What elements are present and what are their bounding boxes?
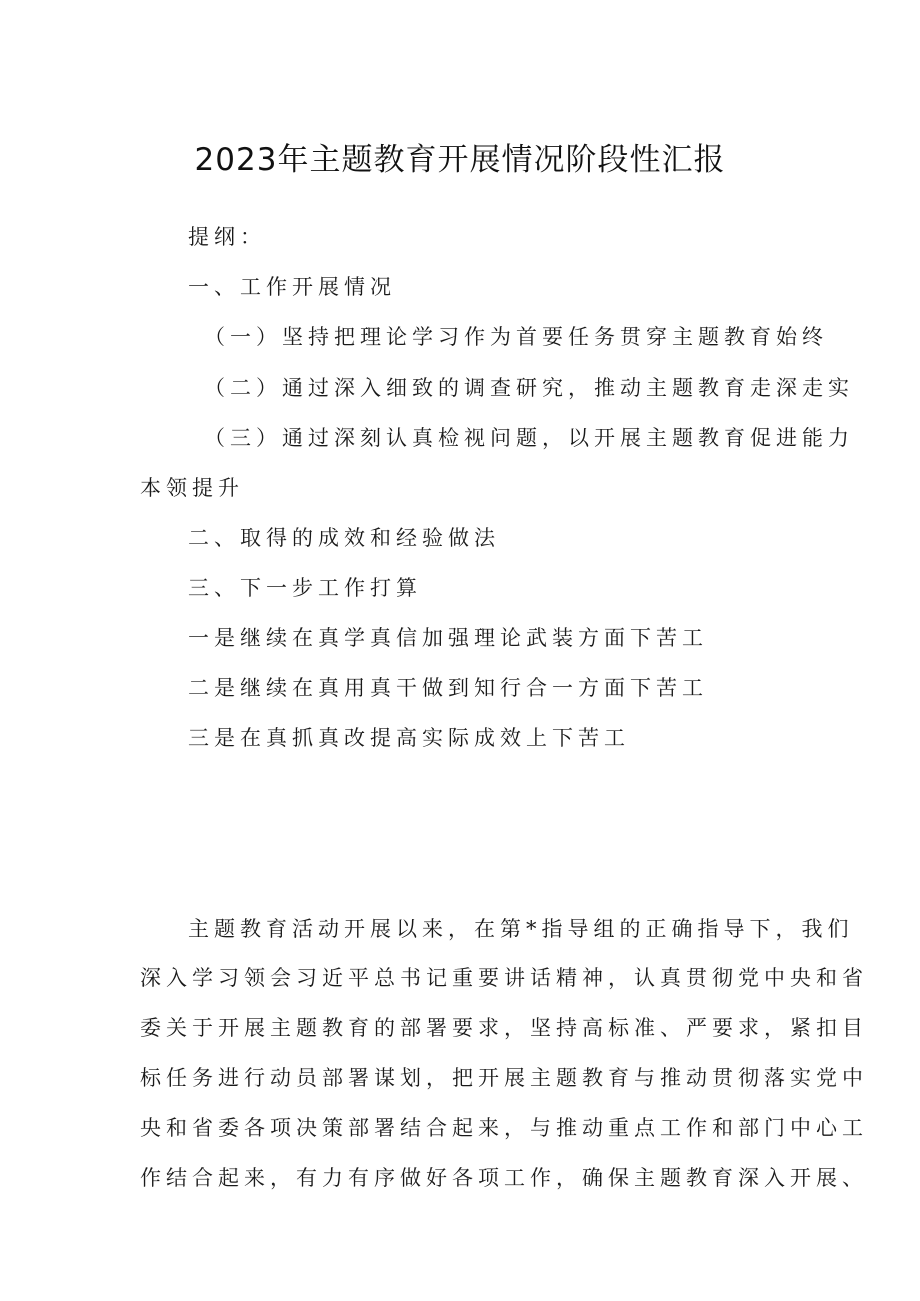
outline-label: 提纲： [188, 225, 266, 249]
outline-plan-item-2: 二是继续在真用真干做到知行合一方面下苦工 [188, 676, 708, 700]
outline-subsection-3: （三）通过深刻认真检视问题，以开展主题教育促进能力 [204, 426, 854, 450]
outline-subsection-3-continued: 本领提升 [140, 476, 244, 500]
outline-subsection-1: （一）坚持把理论学习作为首要任务贯穿主题教育始终 [204, 325, 828, 349]
document-title: 2023年主题教育开展情况阶段性汇报 [194, 142, 726, 178]
body-paragraph-line: 委关于开展主题教育的部署要求，坚持高标准、严要求，紧扣目 [140, 1016, 868, 1040]
body-paragraph-line: 深入学习领会习近平总书记重要讲话精神，认真贯彻党中央和省 [140, 966, 868, 990]
body-paragraph-line: 主题教育活动开展以来，在第*指导组的正确指导下，我们 [188, 917, 854, 941]
body-paragraph-line: 标任务进行动员部署谋划，把开展主题教育与推动贯彻落实党中 [140, 1066, 868, 1090]
outline-subsection-2: （二）通过深入细致的调查研究，推动主题教育走深走实 [204, 376, 854, 400]
outline-plan-item-3: 三是在真抓真改提高实际成效上下苦工 [188, 726, 630, 750]
body-paragraph-line: 央和省委各项决策部署结合起来，与推动重点工作和部门中心工 [140, 1116, 868, 1140]
outline-section-3: 三、下一步工作打算 [188, 576, 422, 600]
outline-section-1: 一、工作开展情况 [188, 275, 396, 299]
outline-plan-item-1: 一是继续在真学真信加强理论武装方面下苦工 [188, 626, 708, 650]
body-paragraph-line: 作结合起来，有力有序做好各项工作，确保主题教育深入开展、 [140, 1166, 868, 1190]
outline-section-2: 二、取得的成效和经验做法 [188, 526, 500, 550]
